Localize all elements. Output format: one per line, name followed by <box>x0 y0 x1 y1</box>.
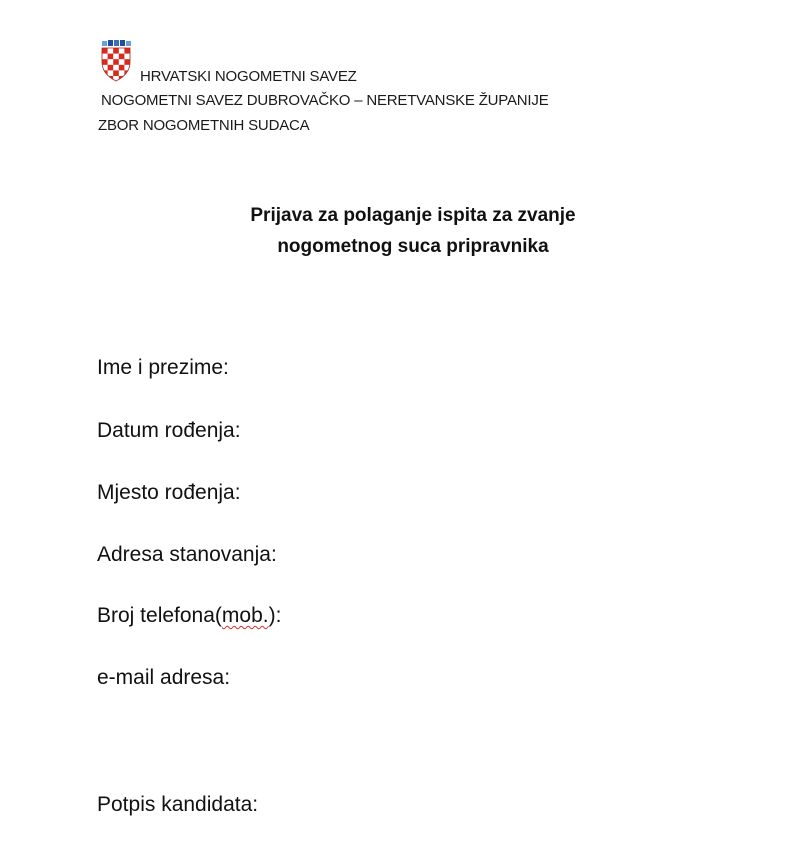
org-name-line-3: ZBOR NOGOMETNIH SUDACA <box>98 117 310 134</box>
signature-label: Potpis kandidata: <box>97 793 259 816</box>
org-name-line-1: HRVATSKI NOGOMETNI SAVEZ <box>140 68 357 85</box>
field-label-email: e-mail adresa: <box>97 666 231 689</box>
phone-label-suffix: ): <box>268 604 282 627</box>
field-label-phone <box>97 604 281 628</box>
spellcheck-marked-word: mob. <box>221 604 269 627</box>
document-title-line-2: nogometnog suca pripravnika <box>277 236 549 257</box>
field-label-birth-place: Mjesto rođenja: <box>97 481 241 504</box>
croatian-coat-of-arms-icon <box>99 40 133 82</box>
org-name-line-2: NOGOMETNI SAVEZ DUBROVAČKO – NERETVANSKE ŽUPANIJE <box>101 92 549 109</box>
field-label-birth-date: Datum rođenja: <box>97 419 241 442</box>
phone-label-prefix: Broj telefona( <box>97 604 222 627</box>
field-label-address: Adresa stanovanja: <box>97 543 277 566</box>
field-label-name: Ime i prezime: <box>97 356 229 379</box>
document-title-line-1: Prijava za polaganje ispita za zvanje <box>250 205 576 226</box>
